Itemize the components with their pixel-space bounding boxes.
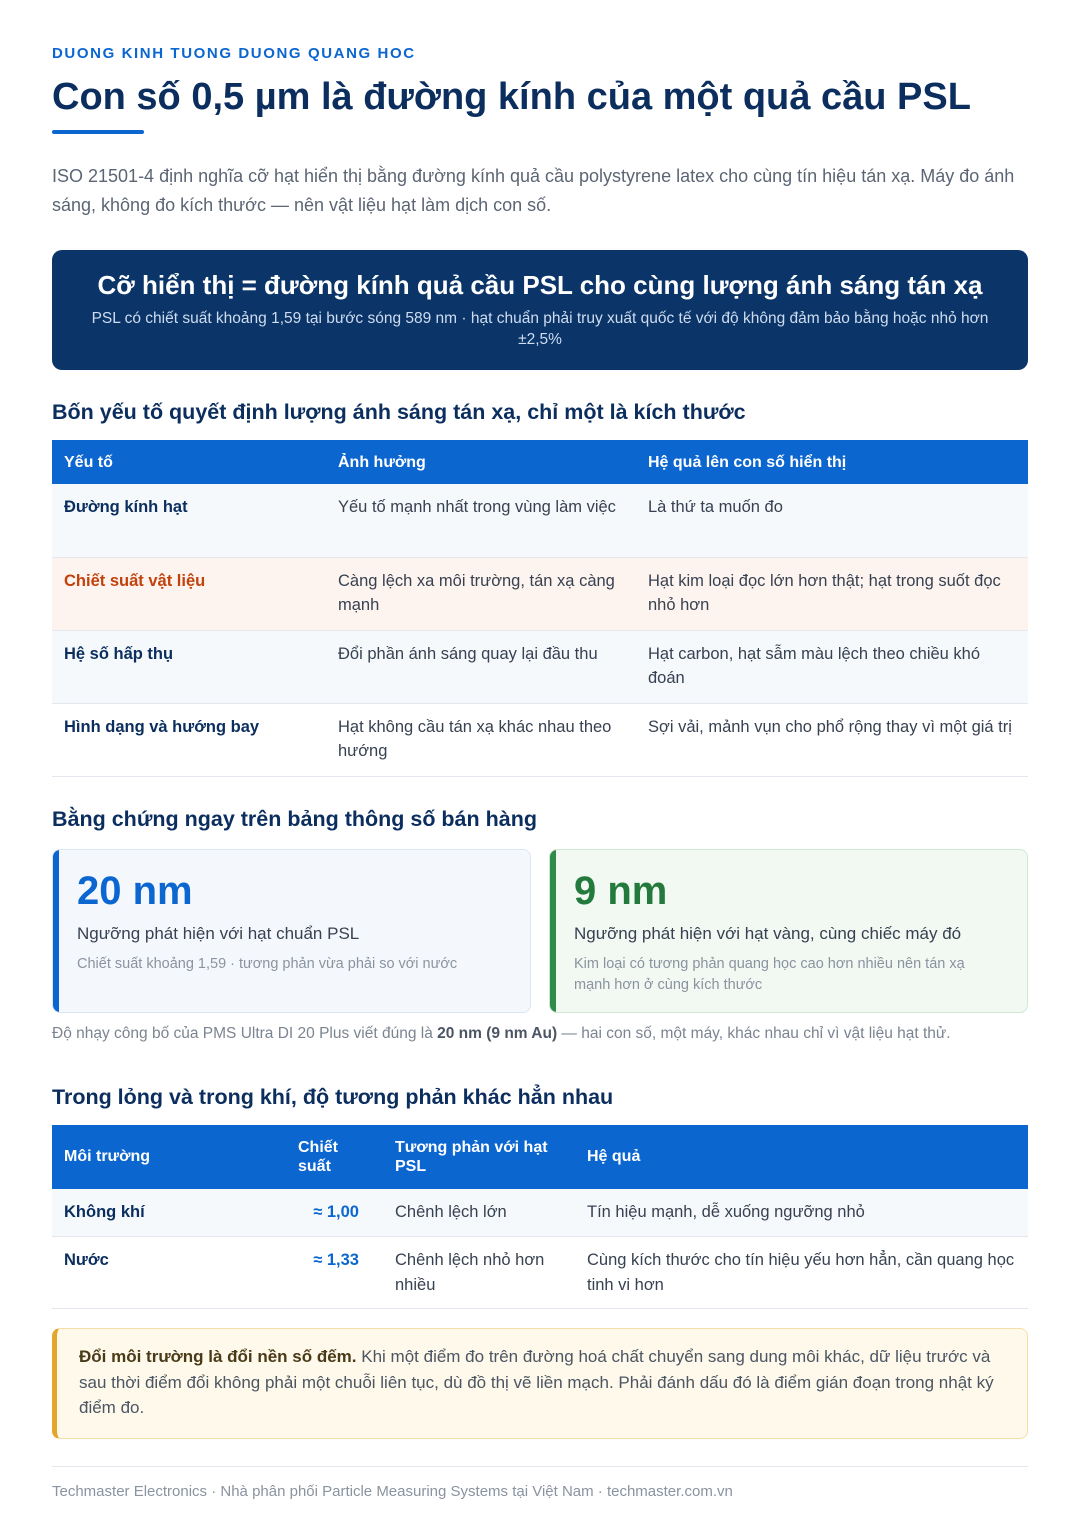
page-title: Con số 0,5 µm là đường kính của một quả cầu PSL: [52, 76, 971, 118]
column-header: Hệ quả lên con số hiển thị: [636, 440, 1028, 484]
table-row: [52, 703, 1028, 776]
footer-divider: [52, 1466, 1028, 1467]
consequence-cell: Là thứ ta muốn đo: [636, 484, 1028, 557]
table-row: [52, 630, 1028, 703]
factor-cell: Đường kính hạt: [52, 484, 326, 557]
warning-callout: [52, 1328, 1028, 1439]
factor-cell: Chiết suất vật liệu: [52, 557, 326, 630]
document: [52, 44, 1028, 1502]
psl-threshold-card: [52, 849, 531, 1013]
effect-cell: Yếu tố mạnh nhất trong vùng làm việc: [326, 484, 636, 557]
table-row: [52, 1189, 1028, 1237]
banner-main-text: Cỡ hiển thị = đường kính quả cầu PSL cho cùng lượng ánh sáng tán xạ: [97, 270, 983, 300]
contrast-cell: Chênh lệch lớn: [383, 1189, 575, 1237]
card-detail: Kim loại có tương phản quang học cao hơn nhiều nên tán xạ mạnh hơn ở cùng kích thước: [574, 955, 965, 993]
table-row-highlighted: [52, 557, 1028, 630]
column-header: Tương phản với hạt PSL: [383, 1125, 575, 1189]
card-value: 9 nm: [574, 868, 668, 913]
column-header: Ảnh hưởng: [326, 440, 636, 484]
contrast-cell: Chênh lệch nhỏ hơn nhiều: [383, 1237, 575, 1309]
index-cell: ≈ 1,33: [286, 1237, 383, 1309]
definition-banner: [52, 250, 1028, 370]
factor-cell: Hình dạng và hướng bay: [52, 703, 326, 776]
card-detail: Chiết suất khoảng 1,59 · tương phản vừa phải so với nước: [77, 955, 458, 972]
gold-threshold-card: [549, 849, 1028, 1013]
card-title: Ngưỡng phát hiện với hạt vàng, cùng chiếc máy đó: [574, 923, 962, 943]
intro-paragraph: ISO 21501-4 định nghĩa cỡ hạt hiển thị bằng đường kính quả cầu polystyrene latex cho cùng tín hiệu tán xạ. Máy đo ánh sáng, không đo kích thước — nên vật liệu hạt làm dịch con số.: [52, 166, 1015, 215]
consequence-cell: Tín hiệu mạnh, dễ xuống ngưỡng nhỏ: [575, 1189, 1028, 1237]
callout-text: Khi một điểm đo trên đường hoá chất chuyển sang dung môi khác, dữ liệu trước và sau thời điểm đổi không phải một chuỗi liên tục, dù đồ thị vẽ liền mạch. Phải đánh dấu đó là điểm gián đoạn trong nhật ký điểm đo.: [79, 1347, 994, 1417]
table-header-row: [52, 1125, 1028, 1189]
banner-sub-text: PSL có chiết suất khoảng 1,59 tại bước sóng 589 nm · hạt chuẩn phải truy xuất quốc tế với độ không đảm bảo bằng hoặc nhỏ hơn ±2,5%: [91, 310, 989, 348]
consequence-cell: Sợi vải, mảnh vụn cho phổ rộng thay vì một giá trị: [636, 703, 1028, 776]
note-text: — hai con số, một máy, khác nhau chỉ vì vật liệu hạt thử.: [557, 1024, 951, 1042]
evidence-heading: Bằng chứng ngay trên bảng thông số bán hàng: [52, 806, 537, 831]
note-text: Độ nhạy công bố của PMS Ultra DI 20 Plus viết đúng là: [52, 1024, 438, 1042]
footer: Techmaster Electronics · Nhà phân phối Particle Measuring Systems tại Việt Nam · techmaster.com.vn: [52, 1483, 733, 1500]
media-table: [52, 1125, 1028, 1310]
factors-heading: Bốn yếu tố quyết định lượng ánh sáng tán xạ, chỉ một là kích thước: [52, 400, 746, 424]
effect-cell: Đổi phần ánh sáng quay lại đầu thu: [326, 630, 636, 703]
card-title: Ngưỡng phát hiện với hạt chuẩn PSL: [77, 923, 360, 943]
consequence-cell: Hạt kim loại đọc lớn hơn thật; hạt trong suốt đọc nhỏ hơn: [636, 557, 1028, 630]
medium-cell: Không khí: [52, 1189, 286, 1237]
eyebrow: DUONG KINH TUONG DUONG QUANG HOC: [52, 45, 416, 62]
factors-table: [52, 440, 1028, 777]
table-row: [52, 1237, 1028, 1309]
callout-emphasis: Đổi môi trường là đổi nền số đếm.: [79, 1347, 357, 1366]
table-header-row: [52, 440, 1028, 484]
consequence-cell: Cùng kích thước cho tín hiệu yếu hơn hẳn, cần quang học tinh vi hơn: [575, 1237, 1028, 1309]
index-cell: ≈ 1,00: [286, 1189, 383, 1237]
effect-cell: Càng lệch xa môi trường, tán xạ càng mạnh: [326, 557, 636, 630]
title-underline: [52, 130, 144, 134]
consequence-cell: Hạt carbon, hạt sẫm màu lệch theo chiều khó đoán: [636, 630, 1028, 703]
effect-cell: Hạt không cầu tán xạ khác nhau theo hướng: [326, 703, 636, 776]
factor-cell: Hệ số hấp thụ: [52, 630, 326, 703]
note-emphasis: 20 nm (9 nm Au): [437, 1024, 558, 1042]
evidence-cards: [52, 849, 1028, 1013]
table-row: [52, 484, 1028, 557]
evidence-note: [52, 1024, 1028, 1044]
column-header: Hệ quả: [575, 1125, 1028, 1189]
column-header: Môi trường: [52, 1125, 286, 1189]
column-header: Chiết suất: [286, 1125, 383, 1189]
column-header: Yếu tố: [52, 440, 326, 484]
media-heading: Trong lỏng và trong khí, độ tương phản khác hẳn nhau: [52, 1084, 614, 1109]
card-value: 20 nm: [77, 868, 193, 913]
medium-cell: Nước: [52, 1237, 286, 1309]
